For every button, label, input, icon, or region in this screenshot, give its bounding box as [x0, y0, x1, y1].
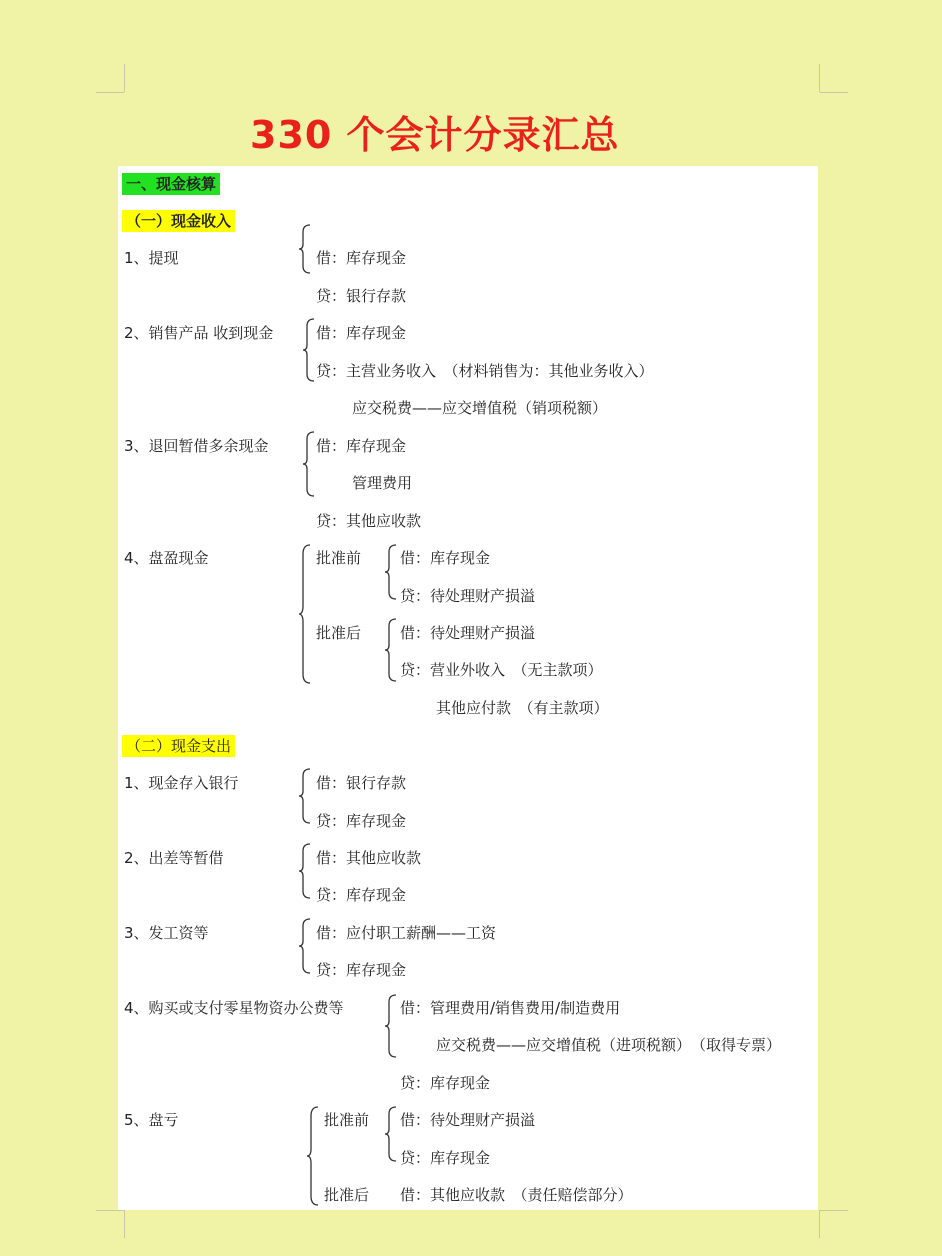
- entry-label: 3、发工资等: [124, 924, 209, 942]
- entry-line: 贷：库存现金: [400, 1074, 491, 1092]
- entry-line: 借：管理费用/销售费用/制造费用: [400, 999, 621, 1017]
- crop-mark-bottom-left-h: [96, 1210, 124, 1211]
- crop-mark-bottom-left-v: [124, 1210, 125, 1238]
- approval-after-label: 批准后: [316, 624, 362, 642]
- entry-line: 借：库存现金: [316, 324, 407, 342]
- approval-after-label: 批准后: [324, 1186, 370, 1204]
- brace: [302, 431, 316, 497]
- entry-line: 贷：银行存款: [316, 287, 407, 305]
- entry-label: 5、盘亏: [124, 1111, 179, 1129]
- brace: [298, 224, 312, 274]
- brace: [384, 994, 398, 1058]
- entry-line: 借：应付职工薪酬——工资: [316, 924, 497, 942]
- brace: [298, 918, 312, 974]
- entry-label: 3、退回暂借多余现金: [124, 437, 269, 455]
- crop-mark-bottom-right-h: [820, 1210, 848, 1211]
- crop-mark-top-right-v: [819, 64, 820, 92]
- entry-line: 贷：主营业务收入 （材料销售为：其他业务收入）: [316, 362, 654, 380]
- section-heading: 一、现金核算: [122, 173, 220, 195]
- entry-line: 借：库存现金: [316, 249, 407, 267]
- entry-line: 应交税费——应交增值税（销项税额）: [352, 399, 608, 417]
- brace: [384, 618, 398, 682]
- document-title-text: 330 个会计分录汇总: [250, 113, 620, 157]
- entry-line: 借：库存现金: [400, 549, 491, 567]
- brace: [298, 768, 312, 824]
- entry-line: 借：待处理财产损溢: [400, 624, 536, 642]
- entry-line: 借：银行存款: [316, 774, 407, 792]
- entry-line: 其他应付款 （有主款项）: [436, 699, 609, 717]
- entry-line: 贷：待处理财产损溢: [400, 587, 536, 605]
- crop-mark-top-left-h: [96, 92, 124, 93]
- document-title: [0, 104, 942, 160]
- entry-line: 贷：库存现金: [316, 886, 407, 904]
- crop-mark-top-right-h: [820, 92, 848, 93]
- brace: [384, 1106, 398, 1162]
- entry-line: 管理费用: [352, 474, 413, 492]
- entry-label: 4、购买或支付零星物资办公费等: [124, 999, 344, 1017]
- approval-before-label: 批准前: [316, 549, 362, 567]
- entry-label: 4、盘盈现金: [124, 549, 209, 567]
- entry-line: 贷：库存现金: [316, 812, 407, 830]
- entry-line: 借：库存现金: [316, 437, 407, 455]
- crop-mark-top-left-v: [124, 64, 125, 92]
- entry-line: 借：其他应收款 （责任赔偿部分）: [400, 1186, 633, 1204]
- approval-before-label: 批准前: [324, 1111, 370, 1129]
- entry-line: 贷：营业外收入 （无主款项）: [400, 661, 603, 679]
- brace: [306, 1106, 320, 1206]
- entry-line: 借：待处理财产损溢: [400, 1111, 536, 1129]
- crop-mark-bottom-right-v: [819, 1210, 820, 1238]
- subsection-heading: （二）现金支出: [122, 735, 235, 757]
- entry-label: 1、现金存入银行: [124, 774, 239, 792]
- brace: [298, 843, 312, 899]
- entry-label: 1、提现: [124, 249, 179, 267]
- entry-line: 贷：库存现金: [316, 961, 407, 979]
- entry-line: 应交税费——应交增值税（进项税额） （取得专票）: [436, 1036, 782, 1054]
- brace: [298, 544, 312, 684]
- entry-line: 借：其他应收款: [316, 849, 422, 867]
- brace: [384, 544, 398, 600]
- subsection-heading: （一）现金收入: [122, 210, 235, 232]
- entry-line: 贷：库存现金: [400, 1149, 491, 1167]
- brace: [302, 318, 316, 382]
- entry-label: 2、销售产品 收到现金: [124, 324, 274, 342]
- entry-label: 2、出差等暂借: [124, 849, 224, 867]
- entry-line: 贷：其他应收款: [316, 512, 422, 530]
- document-page: [118, 166, 818, 1210]
